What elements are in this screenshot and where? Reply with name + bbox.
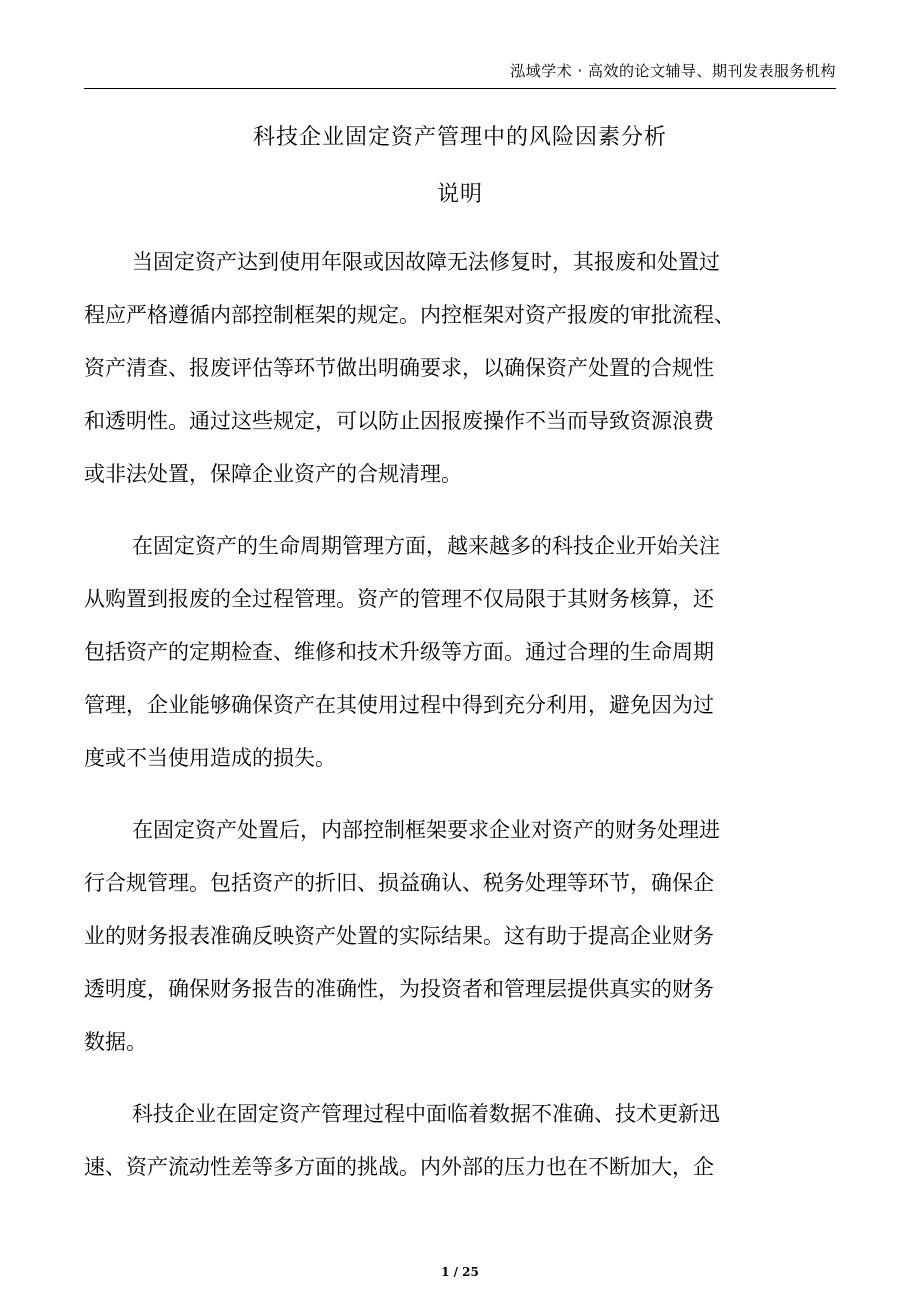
paragraph-line: 科技企业在固定资产管理过程中面临着数据不准确、技术更新迅 xyxy=(132,1102,720,1126)
paragraph-line: 和透明性。通过这些规定，可以防止因报废操作不当而导致资源浪费 xyxy=(84,409,714,433)
paragraph-line: 从购置到报废的全过程管理。资产的管理不仅局限于其财务核算，还 xyxy=(84,587,714,611)
section-heading: 说明 xyxy=(436,182,483,207)
paragraph-line: 管理，企业能够确保资产在其使用过程中得到充分利用，避免因为过 xyxy=(84,693,714,717)
header-divider xyxy=(84,88,836,89)
paragraph-line: 在固定资产的生命周期管理方面，越来越多的科技企业开始关注 xyxy=(132,534,720,558)
page-number: 1 / 25 xyxy=(441,1265,479,1279)
paragraph-line: 速、资产流动性差等多方面的挑战。内外部的压力也在不断加大，企 xyxy=(84,1155,714,1179)
page-header-text: 泓域学术 · 高效的论文辅导、期刊发表服务机构 xyxy=(510,62,836,80)
document-title: 科技企业固定资产管理中的风险因素分析 xyxy=(252,125,667,150)
paragraph-line: 度或不当使用造成的损失。 xyxy=(84,746,336,770)
paragraph-line: 行合规管理。包括资产的折旧、损益确认、税务处理等环节，确保企 xyxy=(84,871,714,895)
paragraph-line: 透明度，确保财务报告的准确性，为投资者和管理层提供真实的财务 xyxy=(84,977,714,1001)
document-body xyxy=(84,236,836,1213)
paragraph xyxy=(84,1088,836,1194)
paragraph-line: 程应严格遵循内部控制框架的规定。内控框架对资产报废的审批流程、 xyxy=(84,303,735,327)
paragraph-line: 包括资产的定期检查、维修和技术升级等方面。通过合理的生命周期 xyxy=(84,640,714,664)
paragraph-line: 数据。 xyxy=(84,1030,147,1054)
paragraph xyxy=(84,804,836,1069)
paragraph xyxy=(84,520,836,785)
paragraph-line: 当固定资产达到使用年限或因故障无法修复时，其报废和处置过 xyxy=(132,250,720,274)
paragraph-line: 业的财务报表准确反映资产处置的实际结果。这有助于提高企业财务 xyxy=(84,924,714,948)
paragraph-line: 在固定资产处置后，内部控制框架要求企业对资产的财务处理进 xyxy=(132,818,720,842)
paragraph-line: 资产清查、报废评估等环节做出明确要求，以确保资产处置的合规性 xyxy=(84,356,714,380)
paragraph-line: 或非法处置，保障企业资产的合规清理。 xyxy=(84,462,462,486)
paragraph xyxy=(84,236,836,501)
